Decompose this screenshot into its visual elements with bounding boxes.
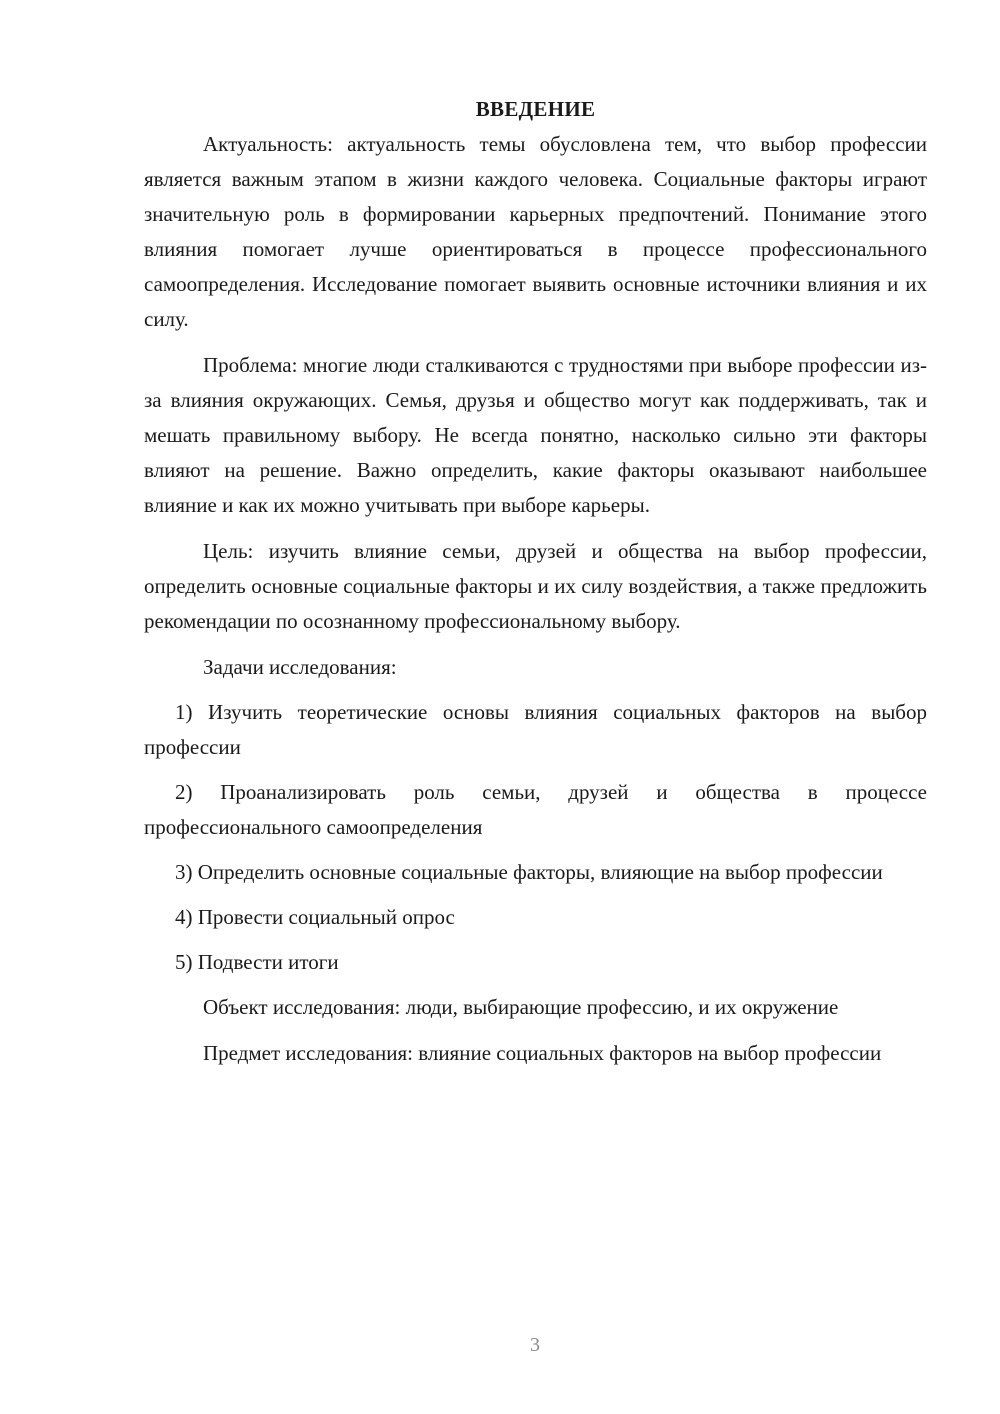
- task-item-1: 1) Изучить теоретические основы влияния социальных факторов на выбор профессии: [144, 700, 927, 759]
- paragraph-subject: Предмет исследования: влияние социальных факторов на выбор профессии: [203, 1041, 882, 1065]
- tasks-heading: Задачи исследования:: [203, 655, 397, 679]
- document-page: [144, 92, 927, 1082]
- page-number: 3: [530, 1334, 540, 1356]
- paragraph-relevance: Актуальность: актуальность темы обусловлена тем, что выбор профессии является важным этапом в жизни каждого человека. Социальные факторы играют значительную роль в формировании карьерных предпочтений. Понимание этого влияния помогает лучше ориентироваться в процессе профессионального самоопределения. Исследование помогает выявить основные источники влияния и их силу.: [144, 132, 927, 331]
- tasks-list: [144, 695, 927, 980]
- section-title: ВВЕДЕНИЕ: [475, 97, 596, 121]
- task-item-2: 2) Проанализировать роль семьи, друзей и общества в процессе профессионального самоопределения: [144, 780, 927, 839]
- paragraph-problem: Проблема: многие люди сталкиваются с трудностями при выборе профессии из-за влияния окружающих. Семья, друзья и общество могут как поддерживать, так и мешать правильному выбору. Не всегда понятно, насколько сильно эти факторы влияют на решение. Важно определить, какие факторы оказывают наибольшее влияние и как их можно учитывать при выборе карьеры.: [144, 353, 927, 517]
- task-item-3: 3) Определить основные социальные факторы, влияющие на выбор профессии: [175, 860, 883, 884]
- task-item-4: 4) Провести социальный опрос: [175, 905, 455, 929]
- paragraph-object: Объект исследования: люди, выбирающие профессию, и их окружение: [203, 995, 839, 1019]
- task-item-5: 5) Подвести итоги: [175, 950, 339, 974]
- paragraph-goal: Цель: изучить влияние семьи, друзей и общества на выбор профессии, определить основные социальные факторы и их силу воздействия, а также предложить рекомендации по осознанному профессиональному выбору.: [144, 539, 927, 633]
